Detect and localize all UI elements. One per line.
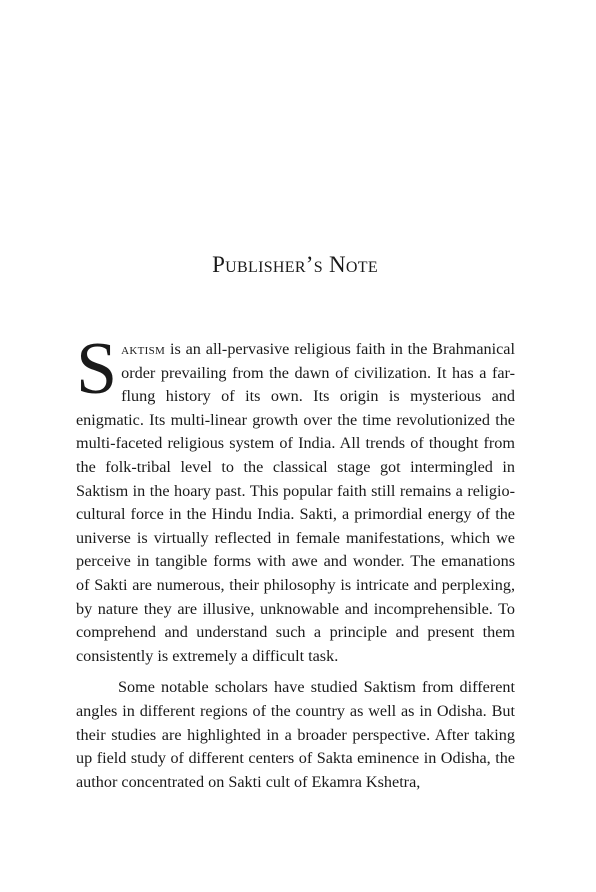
paragraph-2: Some notable scholars have studied Saktism from different angles in different regions of the country as well as in Odisha. But their studies are highlighted in a broader perspective. After taking up field study of different centers of Sakta eminence in Odisha, the author concentrated on Sakti cult of Ekamra Kshetra, [76,678,515,791]
body-text [76,328,515,794]
drop-cap: S [76,328,118,410]
page-title: Publisher’s Note [212,252,378,277]
lead-small-caps: aktism [121,340,166,358]
paragraph-1 [76,328,515,668]
paragraph-1-text: is an all-pervasive religious faith in the Brahmanical order prevailing from the dawn of civilization. It has a far-flung history of its own. Its origin is mysterious and enigmatic. Its multi-linear growth over the time revolutionized the multi-faceted religious system of India. All trends of thought from the folk-tribal level to the classical stage got intermingled in Saktism in the hoary past. This popular faith still remains a religio-cultural force in the Hindu India. Sakti, a primordial energy of the universe is virtually reflected in female manifestations, which we perceive in tangible forms with awe and wonder. The emanations of Sakti are numerous, their philosophy is intricate and perplexing, by nature they are illusive, unknowable and incomprehensible. To comprehend and understand such a principle and present them consistently is extremely a difficult task. [76,340,515,665]
